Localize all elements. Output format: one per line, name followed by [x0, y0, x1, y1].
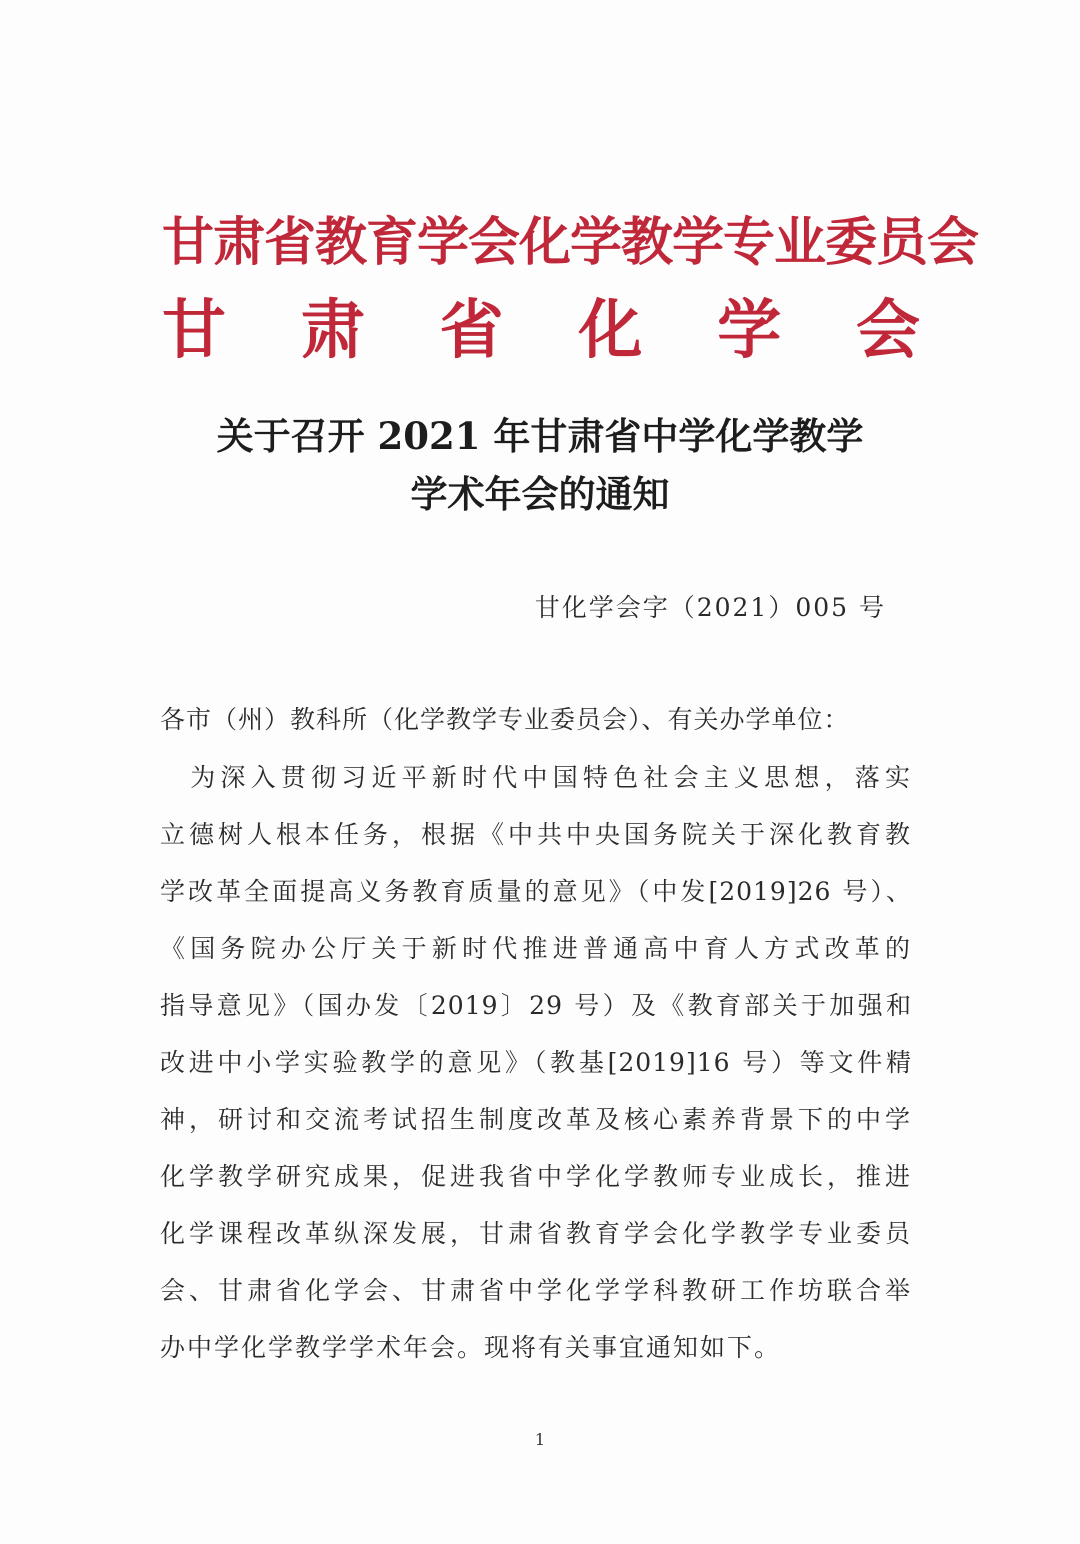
- body-line: 学改革全面提高义务教育质量的意见》（中发[2019]26 号）、: [160, 877, 912, 906]
- issuer-2-char: 肃: [300, 294, 365, 368]
- page-number: 1: [534, 1430, 546, 1449]
- issuer-2-char: 化: [578, 294, 643, 368]
- notice-title-line-2: 学术年会的通知: [410, 472, 670, 516]
- body-line: 办中学化学教学学术年会。现将有关事宜通知如下。: [160, 1333, 782, 1362]
- issuer-2-char: 会: [855, 294, 920, 368]
- body-line: 会、甘肃省化学会、甘肃省中学化学学科教研工作坊联合举: [160, 1276, 912, 1305]
- issuer-2-char: 甘: [162, 294, 226, 368]
- document-number: 甘化学会字（2021）005 号: [534, 593, 886, 622]
- body-line: 为深入贯彻习近平新时代中国特色社会主义思想，落实: [160, 763, 912, 792]
- body-line: 《国务院办公厅关于新时代推进普通高中育人方式改革的: [160, 934, 912, 963]
- issuer-name-line-2: [162, 296, 920, 366]
- body-line: 化学课程改革纵深发展，甘肃省教育学会化学教学专业委员: [160, 1219, 912, 1248]
- body-line: 化学教学研究成果，促进我省中学化学教师专业成长，推进: [160, 1162, 912, 1191]
- issuer-name-line-1: 甘肃省教育学会化学教学专业委员会: [162, 213, 979, 273]
- notice-title-line-1: 关于召开 2021 年甘肃省中学化学教学: [216, 414, 864, 458]
- body-line: 指导意见》（国办发〔2019〕29 号）及《教育部关于加强和: [160, 991, 912, 1020]
- body-line: 神，研讨和交流考试招生制度改革及核心素养背景下的中学: [160, 1105, 912, 1134]
- body-line: 改进中小学实验教学的意见》（教基[2019]16 号）等文件精: [160, 1048, 912, 1077]
- issuer-2-char: 学: [717, 294, 782, 368]
- body-line: 立德树人根本任务，根据《中共中央国务院关于深化教育教: [160, 820, 912, 849]
- salutation: 各市（州）教科所（化学教学专业委员会）、有关办学单位：: [160, 705, 850, 734]
- issuer-2-char: 省: [439, 294, 504, 368]
